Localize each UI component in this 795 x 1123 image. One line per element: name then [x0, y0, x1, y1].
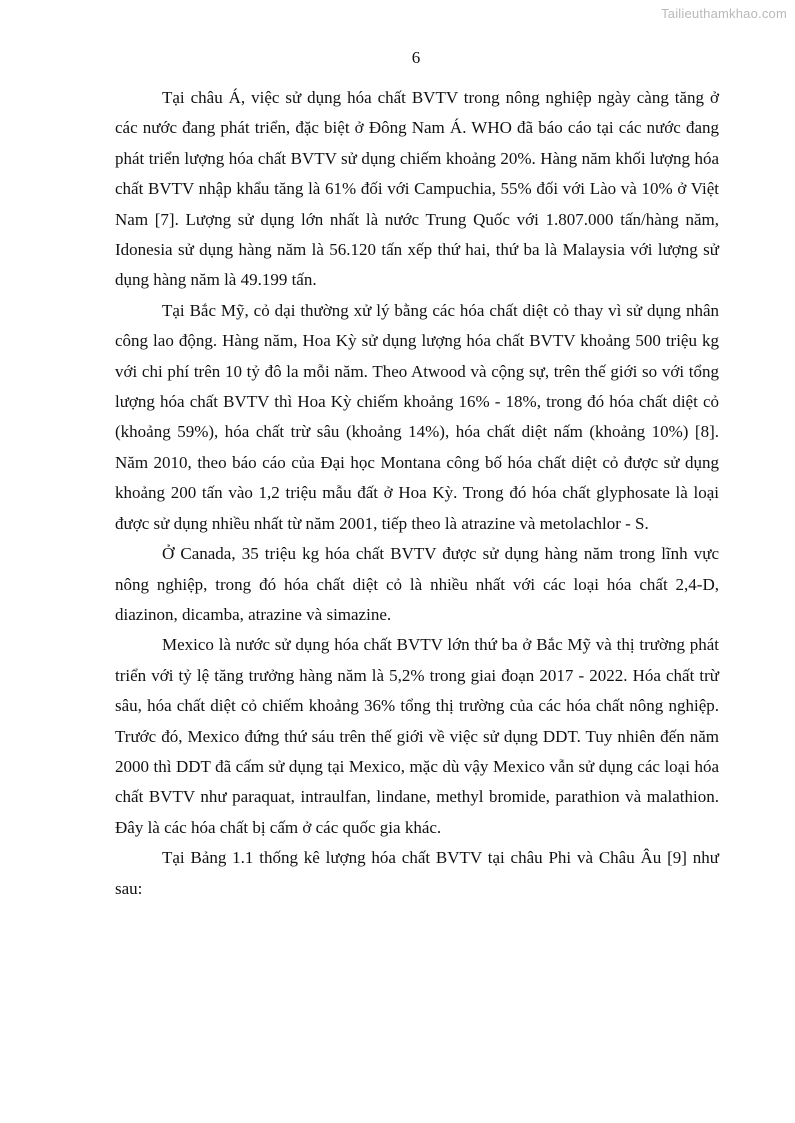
- paragraph-north-america: Tại Bắc Mỹ, cỏ dại thường xử lý bằng các hóa chất diệt cỏ thay vì sử dụng nhân công lao động. Hàng năm, Hoa Kỳ sử dụng lượng hóa chất BVTV khoảng 500 triệu kg với chi phí trên 10 tỷ đô la mỗi năm. Theo Atwood và cộng sự, trên thế giới so với tổng lượng hóa chất BVTV thì Hoa Kỳ chiếm khoảng 16% - 18%, trong đó hóa chất diệt cỏ (khoảng 59%), hóa chất trừ sâu (khoảng 14%), hóa chất diệt nấm (khoảng 10%) [8]. Năm 2010, theo báo cáo của Đại học Montana công bố hóa chất diệt cỏ được sử dụng khoảng 200 tấn vào 1,2 triệu mẫu đất ở Hoa Kỳ. Trong đó hóa chất glyphosate là loại được sử dụng nhiều nhất từ năm 2001, tiếp theo là atrazine và metolachlor - S.: [115, 300, 719, 533]
- paragraph-canada: Ở Canada, 35 triệu kg hóa chất BVTV được sử dụng hàng năm trong lĩnh vực nông nghiệp, trong đó hóa chất diệt cỏ là nhiều nhất với các loại hóa chất 2,4-D, diazinon, dicamba, atrazine và simazine.: [115, 544, 719, 624]
- paragraph-table-intro: Tại Bảng 1.1 thống kê lượng hóa chất BVTV tại châu Phi và Châu Âu [9] như sau:: [115, 848, 719, 898]
- watermark: Tailieuthamkhao.com: [661, 6, 787, 21]
- paragraph-asia: Tại châu Á, việc sử dụng hóa chất BVTV trong nông nghiệp ngày càng tăng ở các nước đang phát triển, đặc biệt ở Đông Nam Á. WHO đã báo cáo tại các nước đang phát triển lượng hóa chất BVTV sử dụng chiếm khoảng 20%. Hàng năm khối lượng hóa chất BVTV nhập khẩu tăng là 61% đối với Campuchia, 55% đối với Lào và 10% ở Việt Nam [7]. Lượng sử dụng lớn nhất là nước Trung Quốc với 1.807.000 tấn/hàng năm, Idonesia sử dụng hàng năm là 56.120 tấn xếp thứ hai, thứ ba là Malaysia với lượng sử dụng hàng năm là 49.199 tấn.: [115, 88, 719, 290]
- paragraph-mexico: Mexico là nước sử dụng hóa chất BVTV lớn thứ ba ở Bắc Mỹ và thị trường phát triển với tỷ lệ tăng trưởng hàng năm là 5,2% trong giai đoạn 2017 - 2022. Hóa chất trừ sâu, hóa chất diệt cỏ chiếm khoảng 36% tổng thị trường của các hóa chất nông nghiệp. Trước đó, Mexico đứng thứ sáu trên thế giới về việc sử dụng DDT. Tuy nhiên đến năm 2000 thì DDT đã cấm sử dụng tại Mexico, mặc dù vậy Mexico vẫn sử dụng các loại hóa chất BVTV như paraquat, intraulfan, lindane, methyl bromide, parathion và malathion. Đây là các hóa chất bị cấm ở các quốc gia khác.: [115, 635, 719, 837]
- document-body: [115, 83, 719, 904]
- page-number: 6: [411, 48, 421, 67]
